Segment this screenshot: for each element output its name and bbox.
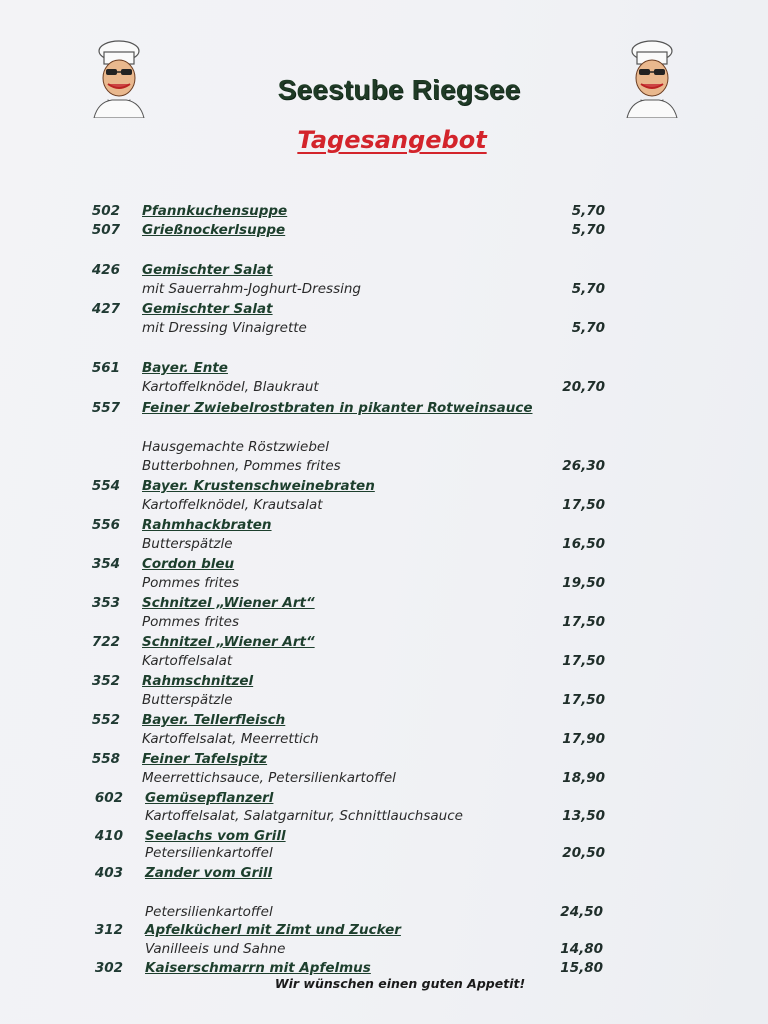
item-number: 427 xyxy=(91,301,120,317)
menu-row xyxy=(0,749,768,769)
menu-row xyxy=(0,495,768,515)
menu-row xyxy=(0,358,768,378)
item-name: Cordon bleu xyxy=(142,556,235,572)
menu-row xyxy=(0,768,768,788)
item-description: Pommes frites xyxy=(142,614,240,630)
menu-row xyxy=(0,806,768,826)
item-price: 17,90 xyxy=(562,731,605,747)
item-price: 14,80 xyxy=(560,941,603,957)
item-number: 502 xyxy=(91,203,120,219)
menu-row xyxy=(0,554,768,574)
item-price: 13,50 xyxy=(562,808,605,824)
menu-row xyxy=(0,729,768,749)
item-description: Butterspätzle xyxy=(142,692,233,708)
item-price: 5,70 xyxy=(571,320,605,336)
item-number: 602 xyxy=(94,790,123,806)
menu-row xyxy=(0,201,768,221)
item-name: Feiner Tafelspitz xyxy=(142,751,268,767)
item-name: Feiner Zwiebelrostbraten in pikanter Rotweinsauce xyxy=(142,400,533,416)
item-number: 426 xyxy=(91,262,120,278)
menu-row xyxy=(0,534,768,554)
menu-row xyxy=(0,939,768,959)
menu-row xyxy=(0,632,768,652)
item-number: 561 xyxy=(91,360,120,376)
item-name: Seelachs vom Grill xyxy=(145,828,286,844)
item-name: Schnitzel „Wiener Art“ xyxy=(142,634,315,650)
menu-row xyxy=(0,299,768,319)
item-number: 507 xyxy=(91,222,120,238)
menu-row xyxy=(0,593,768,613)
item-description: Vanilleeis und Sahne xyxy=(145,941,286,957)
item-price: 15,80 xyxy=(560,960,603,976)
item-name: Zander vom Grill xyxy=(145,865,273,881)
menu-row xyxy=(0,220,768,240)
menu-row xyxy=(0,671,768,691)
item-name: Bayer. Ente xyxy=(142,360,228,376)
menu-row xyxy=(0,920,768,940)
item-price: 24,50 xyxy=(560,904,603,920)
menu-row xyxy=(0,377,768,397)
menu-row xyxy=(0,573,768,593)
item-description: Kartoffelsalat, Salatgarnitur, Schnittlauchsauce xyxy=(145,808,463,824)
item-price: 17,50 xyxy=(562,497,605,513)
item-number: 557 xyxy=(91,400,120,416)
item-number: 312 xyxy=(94,922,123,938)
item-number: 556 xyxy=(91,517,120,533)
menu-row xyxy=(0,612,768,632)
item-price: 17,50 xyxy=(562,653,605,669)
item-name: Schnitzel „Wiener Art“ xyxy=(142,595,315,611)
menu-row xyxy=(0,515,768,535)
menu-row xyxy=(0,456,768,476)
menu-row xyxy=(0,902,768,922)
item-name: Gemischter Salat xyxy=(142,301,273,317)
menu-row xyxy=(0,437,768,457)
item-price: 20,70 xyxy=(562,379,605,395)
menu-row xyxy=(0,863,768,883)
menu-row xyxy=(0,279,768,299)
item-number: 552 xyxy=(91,712,120,728)
item-description: Hausgemachte Röstzwiebel xyxy=(142,439,329,455)
menu-row xyxy=(0,260,768,280)
item-name: Pfannkuchensuppe xyxy=(142,203,288,219)
menu-row xyxy=(0,476,768,496)
item-price: 17,50 xyxy=(562,614,605,630)
menu-row xyxy=(0,788,768,808)
page-subtitle: Tagesangebot xyxy=(297,126,487,154)
item-name: Gemischter Salat xyxy=(142,262,273,278)
item-number: 352 xyxy=(91,673,120,689)
menu-row xyxy=(0,318,768,338)
item-price: 5,70 xyxy=(571,281,605,297)
item-name: Bayer. Tellerfleisch xyxy=(142,712,286,728)
item-name: Rahmhackbraten xyxy=(142,517,272,533)
item-description: Meerrettichsauce, Petersilienkartoffel xyxy=(142,770,396,786)
item-description: Kartoffelsalat xyxy=(142,653,233,669)
item-number: 554 xyxy=(91,478,120,494)
item-price: 26,30 xyxy=(562,458,605,474)
menu-row xyxy=(0,398,768,418)
item-description: mit Dressing Vinaigrette xyxy=(142,320,307,336)
item-name: Bayer. Krustenschweinebraten xyxy=(142,478,375,494)
item-name: Apfelkücherl mit Zimt und Zucker xyxy=(145,922,401,938)
item-description: Petersilienkartoffel xyxy=(145,845,273,861)
item-description: Kartoffelknödel, Krautsalat xyxy=(142,497,323,513)
item-price: 16,50 xyxy=(562,536,605,552)
item-number: 558 xyxy=(91,751,120,767)
item-price: 18,90 xyxy=(562,770,605,786)
menu-row xyxy=(0,843,768,863)
menu-row xyxy=(0,958,768,978)
item-name: Rahmschnitzel xyxy=(142,673,254,689)
menu-row xyxy=(0,690,768,710)
item-description: Kartoffelsalat, Meerrettich xyxy=(142,731,319,747)
item-number: 302 xyxy=(94,960,123,976)
item-price: 5,70 xyxy=(571,203,605,219)
menu-row xyxy=(0,651,768,671)
item-price: 17,50 xyxy=(562,692,605,708)
item-description: Butterspätzle xyxy=(142,536,233,552)
page-title: Seestube Riegsee xyxy=(277,74,521,105)
item-description: Butterbohnen, Pommes frites xyxy=(142,458,341,474)
item-name: Gemüsepflanzerl xyxy=(145,790,274,806)
item-description: Kartoffelknödel, Blaukraut xyxy=(142,379,319,395)
item-name: Kaiserschmarrn mit Apfelmus xyxy=(145,960,371,976)
item-number: 722 xyxy=(91,634,120,650)
menu-row xyxy=(0,710,768,730)
item-number: 353 xyxy=(91,595,120,611)
item-price: 19,50 xyxy=(562,575,605,591)
footer-text: Wir wünschen einen guten Appetit! xyxy=(274,976,526,991)
item-description: Pommes frites xyxy=(142,575,240,591)
item-name: Grießnockerlsuppe xyxy=(142,222,286,238)
item-number: 403 xyxy=(94,865,123,881)
item-description: Petersilienkartoffel xyxy=(145,904,273,920)
item-number: 410 xyxy=(94,828,123,844)
item-number: 354 xyxy=(91,556,120,572)
item-price: 5,70 xyxy=(571,222,605,238)
item-description: mit Sauerrahm-Joghurt-Dressing xyxy=(142,281,361,297)
item-price: 20,50 xyxy=(562,845,605,861)
